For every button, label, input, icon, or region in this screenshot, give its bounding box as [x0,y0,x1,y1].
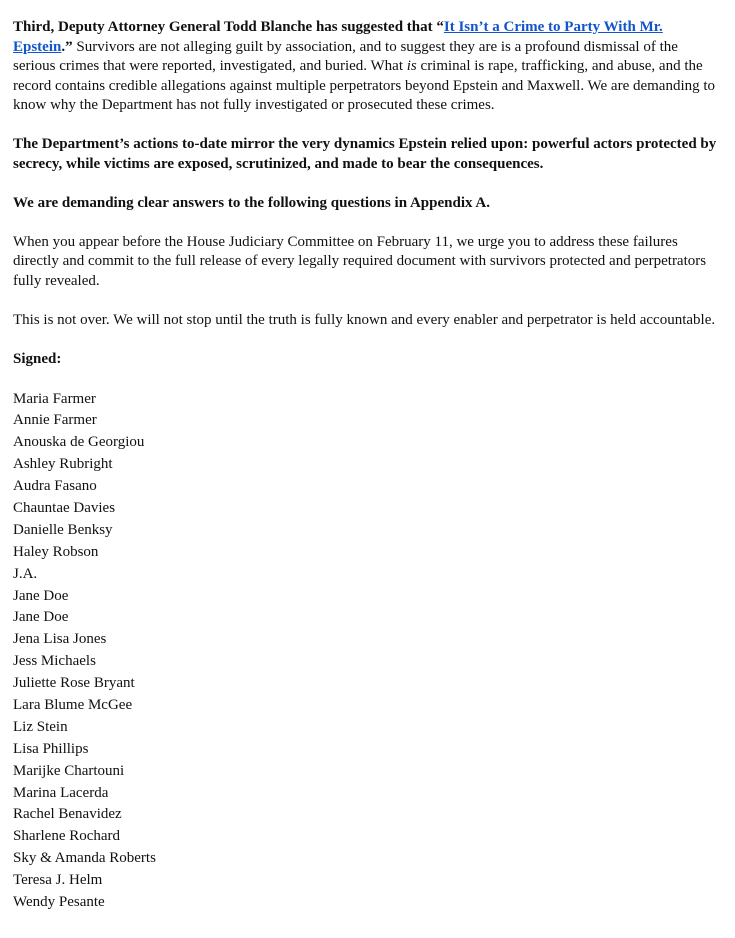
paragraph-blanche-body-1: Survivors are not alleging guilt by association, and to suggest they are is a profound dismissal of the serious crimes that were reported, investigated, and buried. What [13,38,678,74]
paragraph-blanche [13,18,721,116]
signatory-name: Jane Doe [13,609,69,626]
signatory-name: Rachel Benavidez [13,806,122,823]
signatory-name: Ashley Rubright [13,456,113,473]
paragraph-blanche-lead: Third, Deputy Attorney General Todd Blanche has suggested that “ [13,19,444,35]
signatory-name: Jane Doe [13,587,69,604]
signatory-name: Sharlene Rochard [13,828,121,845]
paragraph-not-over: This is not over. We will not stop until the truth is fully known and every enabler and perpetrator is held accountable. [13,311,716,328]
paragraph-demanding-answers: We are demanding clear answers to the following questions in Appendix A. [13,194,490,211]
signatory-list [13,389,721,914]
signatory-name: Danielle Benksy [13,521,113,538]
signatory-name: Teresa J. Helm [13,872,103,889]
signatory-name: Chauntae Davies [13,499,116,516]
signatory-name: J.A. [13,565,38,582]
signatory-name: Sky & Amanda Roberts [13,850,156,867]
signed-label: Signed: [13,350,62,367]
signatory-name: Anouska de Georgiou [13,434,145,451]
paragraph-blanche-lead-close: .” [61,38,73,55]
signatory-name: Juliette Rose Bryant [13,675,135,692]
signatory-name: Lisa Phillips [13,740,89,757]
signatory-name: Annie Farmer [13,412,97,429]
paragraph-blanche-body-2: criminal is rape, trafficking, and abuse, and the record contains credible allegations against multiple perpetrators beyond Epstein and Maxwell. We are demanding to know why the Department has not fully investigated or prosecuted these crimes. [13,58,716,113]
signatory-name: Lara Blume McGee [13,696,133,713]
paragraph-house-judiciary: When you appear before the House Judiciary Committee on February 11, we urge you to address these failures directly and commit to the full release of every legally required document with survivors protected and perpetrators fully revealed. [13,233,707,289]
signatory-name: Audra Fasano [13,478,97,495]
signatory-name: Wendy Pesante [13,893,105,910]
signatory-name: Liz Stein [13,718,68,735]
paragraph-blanche-italic: is [406,58,417,74]
signatory-name: Haley Robson [13,543,99,560]
signatory-name: Marijke Chartouni [13,762,125,779]
signatory-name: Jena Lisa Jones [13,631,107,648]
signatory-name: Maria Farmer [13,390,96,407]
blanche-quote-link[interactable]: It Isn’t a Crime to Party With Mr. Epstein [13,19,663,55]
signatory-name: Jess Michaels [13,653,96,670]
paragraph-department-actions: The Department’s actions to-date mirror the very dynamics Epstein relied upon: powerful actors protected by secrecy, while victims are exposed, scrutinized, and made to bear the consequences. [13,136,717,172]
signatory-name: Marina Lacerda [13,784,109,801]
